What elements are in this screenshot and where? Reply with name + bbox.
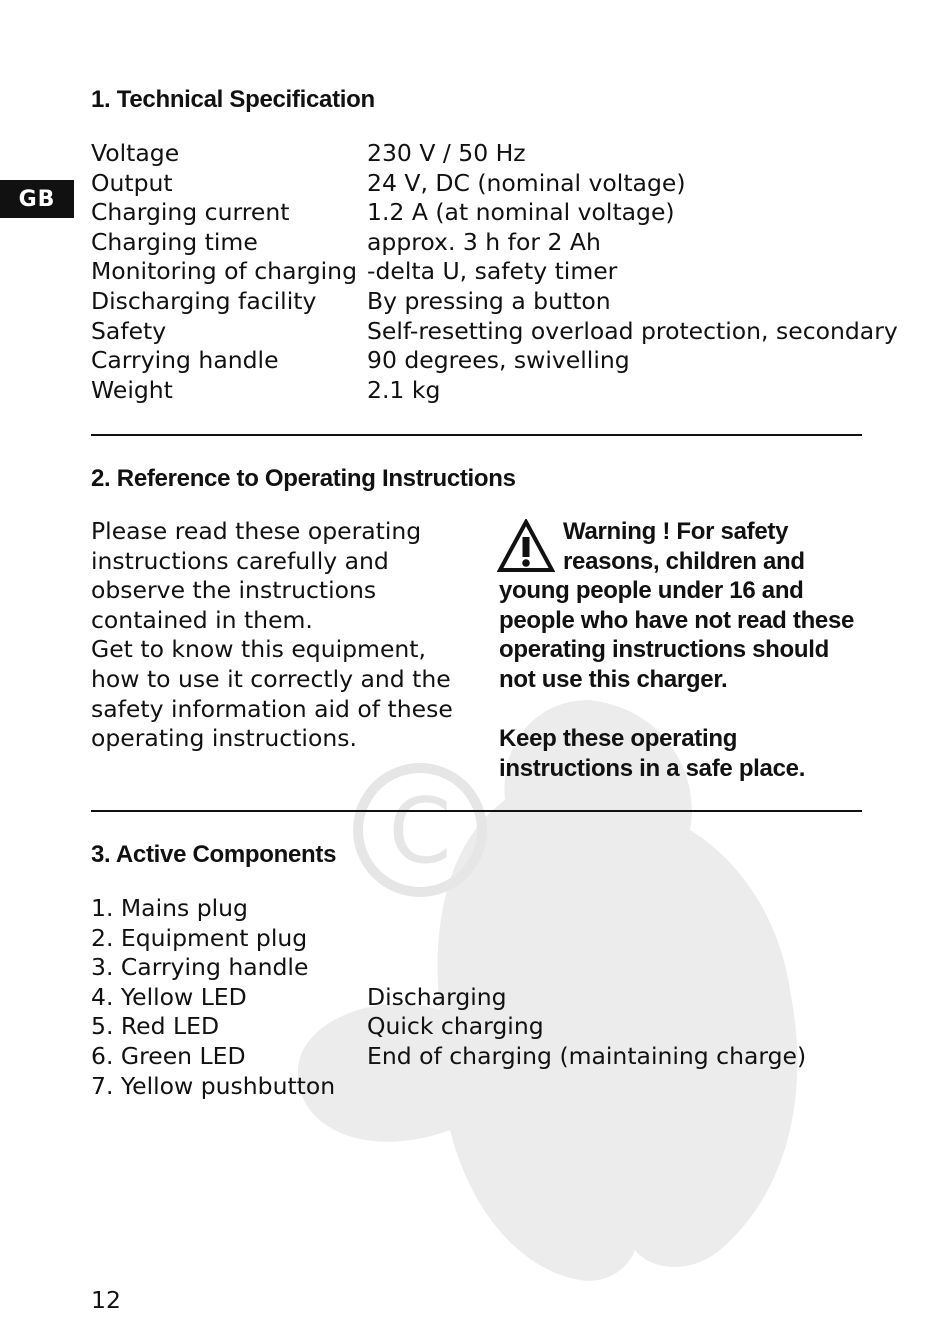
- spec-value: -delta U, safety timer: [367, 257, 618, 286]
- component-description: [367, 924, 891, 954]
- spec-label: Carrying handle: [91, 346, 279, 375]
- component-description: Discharging: [367, 982, 507, 1011]
- component-label: 6. Green LED: [91, 1041, 246, 1070]
- spec-value: 230 V / 50 Hz: [367, 139, 526, 167]
- section-heading-technical-specification: 1. Technical Specification: [91, 86, 375, 113]
- spec-row: [91, 287, 891, 317]
- spec-label: Output: [91, 168, 173, 197]
- component-label: 3. Carrying handle: [91, 953, 309, 982]
- spec-value: 90 degrees, swivelling: [367, 346, 630, 375]
- spec-value: 2.1 kg: [367, 375, 441, 404]
- component-label: 4. Yellow LED: [91, 982, 247, 1011]
- spec-label: Charging current: [91, 198, 290, 227]
- spec-row: [91, 346, 891, 376]
- spec-value: approx. 3 h for 2 Ah: [367, 227, 601, 256]
- section-heading-active-components: 3. Active Components: [91, 841, 337, 868]
- spec-value: 1.2 A (at nominal voltage): [367, 198, 675, 227]
- spec-value: 24 V, DC (nominal voltage): [367, 168, 686, 197]
- component-description: [367, 953, 891, 983]
- list-item: [91, 894, 891, 924]
- component-description: End of charging (maintaining charge): [367, 1041, 807, 1070]
- spec-row: [91, 316, 898, 347]
- component-description: Quick charging: [367, 1012, 544, 1041]
- instructions-text-2: Get to know this equipment, how to use it correctly and the safety information aid of these operating instructions.: [91, 635, 453, 753]
- spec-label: Discharging facility: [91, 286, 317, 315]
- spec-label: Charging time: [91, 227, 258, 256]
- spec-row: [91, 139, 891, 169]
- warning-text: Warning ! For safety reasons, children and young people under 16 and people who have not read these operating instructions should not use this charger.: [499, 518, 855, 693]
- warning-triangle-icon: [497, 519, 555, 573]
- components-list: [91, 894, 891, 1101]
- spec-label: Voltage: [91, 139, 180, 167]
- component-description: [367, 1072, 891, 1102]
- spec-value: By pressing a button: [367, 286, 611, 315]
- warning-block: [499, 517, 869, 783]
- instructions-text-1: Please read these operating instructions carefully and observe the instructions contained in them.: [91, 517, 422, 634]
- spec-label: Monitoring of charging: [91, 257, 357, 286]
- component-label: 7. Yellow pushbutton: [91, 1071, 336, 1100]
- list-item: [91, 1072, 891, 1102]
- spec-label: Safety: [91, 316, 167, 345]
- section-divider: [91, 810, 862, 812]
- spec-row: [91, 257, 891, 287]
- component-description: [367, 894, 891, 924]
- spec-table: [91, 139, 898, 405]
- list-item: [91, 1042, 891, 1072]
- section-divider: [91, 434, 862, 436]
- component-label: 1. Mains plug: [91, 894, 248, 922]
- list-item: [91, 953, 891, 983]
- language-tab: GB: [0, 180, 74, 218]
- list-item: [91, 1012, 891, 1042]
- page-number: 12: [91, 1286, 121, 1314]
- section-heading-operating-instructions: 2. Reference to Operating Instructions: [91, 465, 516, 492]
- component-label: 5. Red LED: [91, 1012, 220, 1041]
- spec-row: [91, 228, 891, 258]
- spec-row: [91, 376, 891, 406]
- list-item: [91, 924, 891, 954]
- keep-instructions-text: Keep these operating instructions in a safe place.: [499, 725, 806, 782]
- svg-text:C: C: [388, 779, 452, 884]
- component-label: 2. Equipment plug: [91, 923, 308, 952]
- spec-row: [91, 169, 891, 199]
- list-item: [91, 983, 891, 1013]
- spec-value: Self-resetting overload protection, secondary: [367, 316, 898, 345]
- spec-row: [91, 198, 891, 228]
- instructions-paragraph: [91, 517, 471, 754]
- spec-label: Weight: [91, 375, 173, 404]
